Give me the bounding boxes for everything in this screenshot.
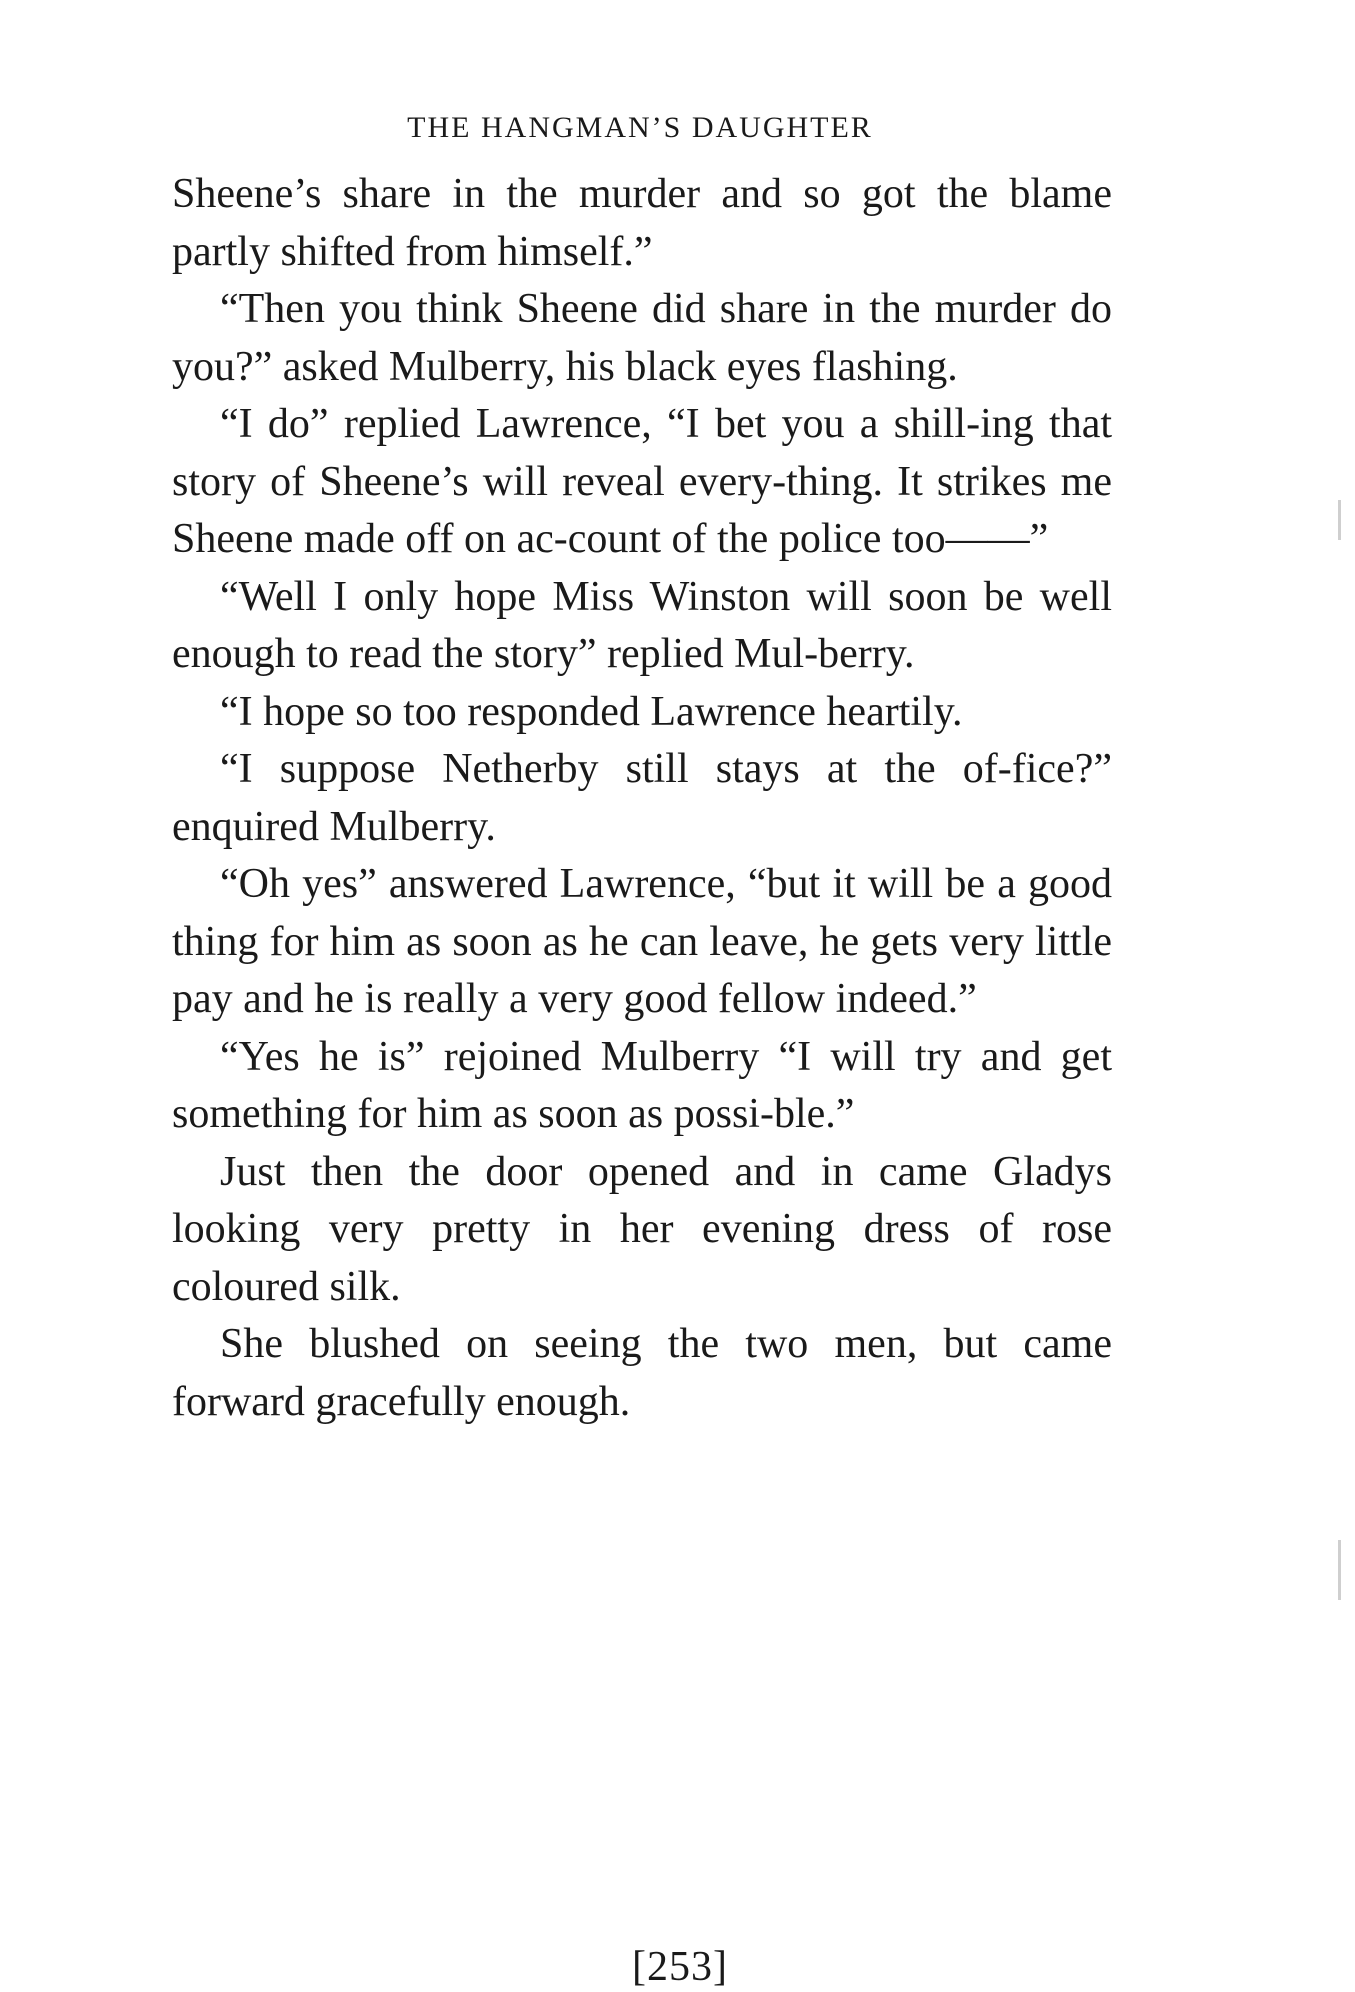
paragraph: “Well I only hope Miss Winston will soon be well enough to read the story” replied Mul-berry. — [172, 573, 1112, 677]
body-text — [172, 166, 1112, 1431]
paragraph: “I do” replied Lawrence, “I bet you a shill-ing that story of Sheene’s will reveal every-thing. It strikes me Sheene made off on ac-count of the police too——” — [172, 401, 1112, 562]
paragraph: Just then the door opened and in came Gladys looking very pretty in her evening dress of rose coloured silk. — [172, 1148, 1112, 1310]
paragraph: “Oh yes” answered Lawrence, “but it will be a good thing for him as soon as he can leave, he gets very little pay and he is really a very good fellow indeed.” — [172, 861, 1112, 1022]
paragraph: “I suppose Netherby still stays at the of-fice?” enquired Mulberry. — [172, 746, 1112, 850]
page-edge-mark — [1338, 1540, 1341, 1600]
page-number: [253] — [632, 1944, 728, 1990]
paragraph: She blushed on seeing the two men, but came forward gracefully enough. — [172, 1321, 1112, 1425]
paragraph: Sheene’s share in the murder and so got the blame partly shifted from himself.” — [172, 171, 1112, 275]
running-head: THE HANGMAN’S DAUGHTER — [407, 111, 873, 144]
page-edge-mark — [1338, 500, 1341, 540]
paragraph: “I hope so too responded Lawrence heartily. — [220, 688, 963, 735]
paragraph: “Yes he is” rejoined Mulberry “I will try and get something for him as soon as possi-ble.” — [172, 1033, 1112, 1137]
paragraph: “Then you think Sheene did share in the murder do you?” asked Mulberry, his black eyes flashing. — [172, 286, 1112, 390]
